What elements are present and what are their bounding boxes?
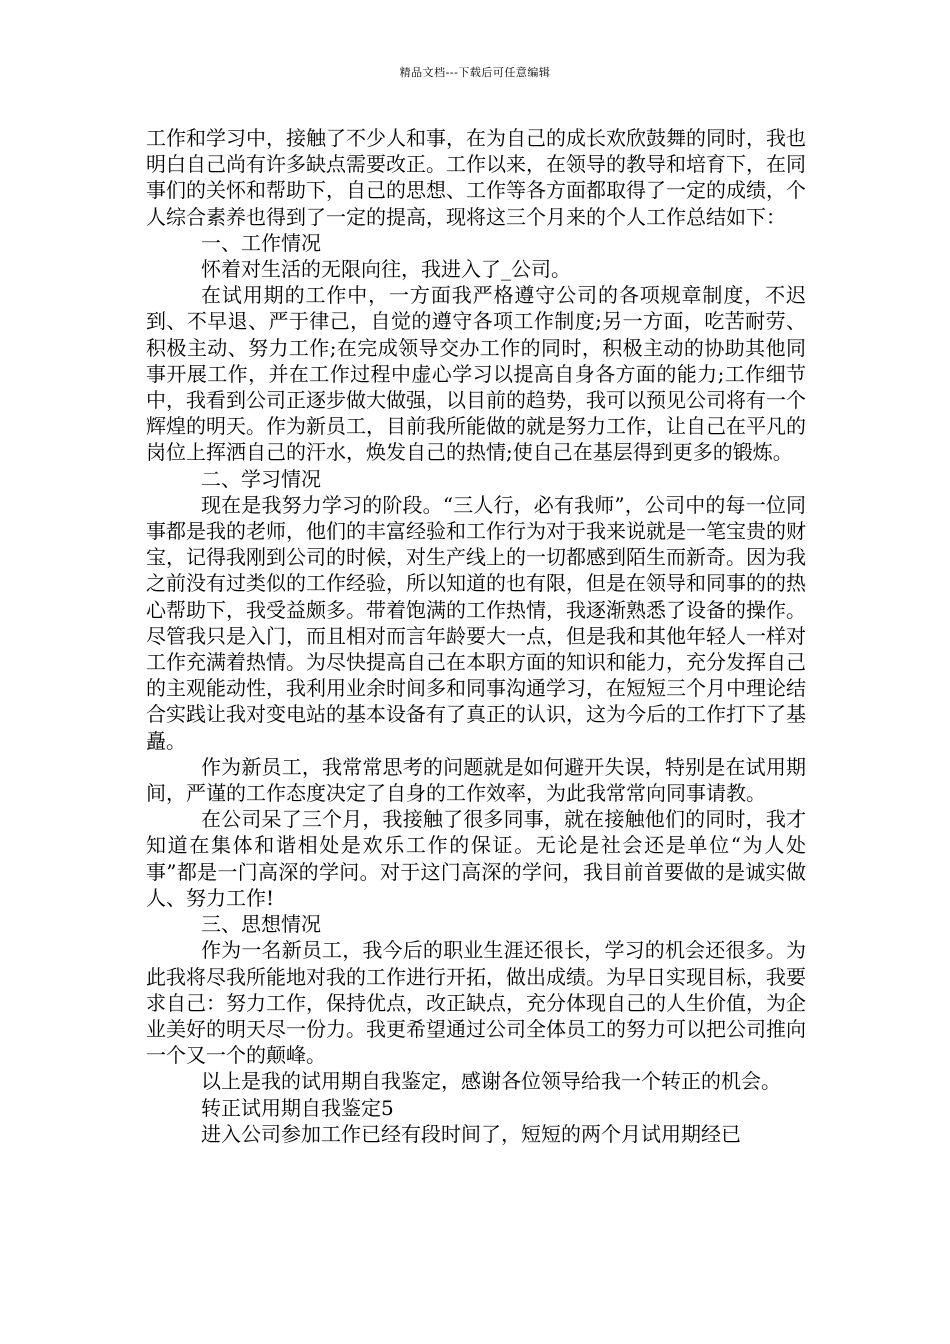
section-heading-appraisal-5: 转正试用期自我鉴定5	[201, 1095, 394, 1120]
section-heading-study: 二、学习情况	[201, 466, 321, 491]
paragraph-intro: 工作和学习中，接触了不少人和事，在为自己的成长欢欣鼓舞的同时，我也明白自己尚有许多缺点需要改正。工作以来，在领导的教导和培育下，在同事们的关怀和帮助下，自己的思想、工作等各方面都取得了一定的成绩，个人综合素养也得到了一定的提高，现将这三个月来的个人工作总结如下：	[146, 126, 806, 229]
paragraph-joined-company: 怀着对生活的无限向往，我进入了_公司。	[201, 257, 571, 282]
paragraph-thanks: 以上是我的试用期自我鉴定，感谢各位领导给我一个转正的机会。	[201, 1069, 781, 1094]
document-body	[146, 125, 806, 1147]
paragraph-appraisal-5-start: 进入公司参加工作已经有段时间了，短短的两个月试用期经已	[201, 1121, 741, 1146]
paragraph-work-details: 在试用期的工作中，一方面我严格遵守公司的各项规章制度，不迟到、不早退、严于律己，自觉的遵守各项工作制度;另一方面，吃苦耐劳、积极主动、努力工作;在完成领导交办工作的同时，积极主动的协助其他同事开展工作，并在工作过程中虚心学习以提高自身各方面的能力;工作细节中，我看到公司正逐步做大做强，以目前的趋势，我可以预见公司将有一个辉煌的明天。作为新员工，目前我所能做的就是努力工作，让自己在平凡的岗位上挥洒自己的汗水，焕发自己的热情;使自己在基层得到更多的锻炼。	[146, 283, 806, 465]
paragraph-study-details: 现在是我努力学习的阶段。“三人行，必有我师”，公司中的每一位同事都是我的老师，他们的丰富经验和工作行为对于我来说就是一笔宝贵的财宝，记得我刚到公司的时候，对生产线上的一切都感到陌生而新奇。因为我之前没有过类似的工作经验，所以知道的也有限，但是在领导和同事的的热心帮助下，我受益颇多。带着饱满的工作热情，我逐渐熟悉了设备的操作。尽管我只是入门，而且相对而言年龄要大一点，但是我和其他年轻人一样对工作充满着热情。为尽快提高自己在本职方面的知识和能力，充分发挥自己的主观能动性，我利用业余时间多和同事沟通学习，在短短三个月中理论结合实践让我对变电站的基本设备有了真正的认识，这为今后的工作打下了基矗。	[146, 492, 806, 753]
section-heading-thought: 三、思想情况	[201, 912, 321, 937]
paragraph-colleagues: 在公司呆了三个月，我接触了很多同事，就在接触他们的同时，我才知道在集体和谐相处是欢乐工作的保证。无论是社会还是单位“为人处事”都是一门高深的学问。对于这门高深的学问，我目前首要做的是诚实做人、努力工作!	[146, 807, 806, 910]
paragraph-career-goals: 作为一名新员工，我今后的职业生涯还很长，学习的机会还很多。为此我将尽我所能地对我的工作进行开拓，做出成绩。为早日实现目标，我要求自己：努力工作，保持优点，改正缺点，充分体现自己的人生价值，为企业美好的明天尽一份力。我更希望通过公司全体员工的努力可以把公司推向一个又一个的颠峰。	[146, 938, 806, 1068]
section-heading-work: 一、工作情况	[201, 230, 321, 255]
paragraph-avoid-mistakes: 作为新员工，我常常思考的问题就是如何避开失误，特别是在试用期间，严谨的工作态度决定了自身的工作效率，为此我常常向同事请教。	[146, 754, 806, 806]
page-header: 精品文档---下载后可任意编辑	[399, 66, 551, 79]
